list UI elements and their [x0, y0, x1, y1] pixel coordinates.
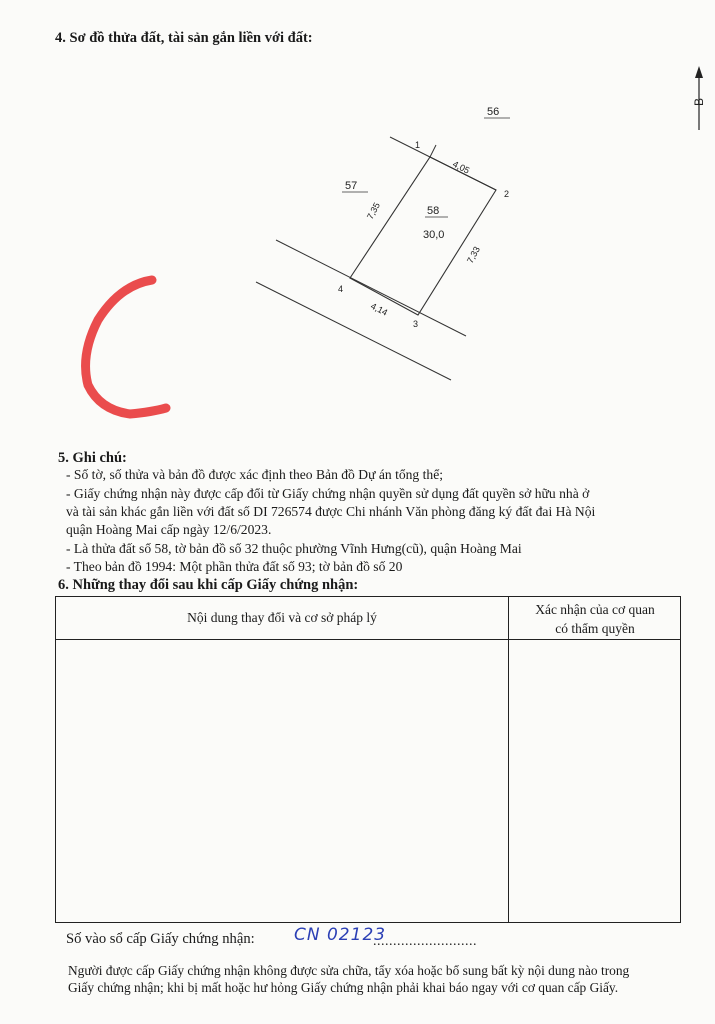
boundary-line-west-ext — [430, 145, 436, 157]
table-header-confirm-line1: Xác nhận của cơ quan — [535, 602, 655, 617]
note-line: và tài sản khác gắn liền với đất số DI 726574 được Chi nhánh Văn phòng đăng ký đất đai Hà Nội — [66, 504, 596, 519]
red-stamp-mark — [86, 280, 166, 414]
footer-warning-line: Người được cấp Giấy chứng nhận không được sửa chữa, tẩy xóa hoặc bổ sung bất kỳ nội dung nào trong — [68, 963, 630, 978]
parcel-number: 58 — [427, 205, 440, 217]
table-header-divider — [56, 639, 680, 640]
edge-length-top: 4,05 — [451, 158, 472, 176]
boundary-line-south-outer — [256, 282, 451, 380]
note-line: - Số tờ, số thửa và bản đồ được xác định theo Bản đồ Dự án tổng thể; — [66, 467, 444, 482]
table-column-divider — [508, 597, 509, 922]
table-header-confirm-line2: có thẩm quyền — [555, 621, 635, 636]
edge-length-bottom: 4,14 — [369, 300, 390, 318]
registration-number: CN 02123 — [294, 925, 387, 945]
note-line: - Theo bản đồ 1994: Một phần thửa đất số 93; tờ bản đồ số 20 — [66, 559, 403, 574]
section4-heading: 4. Sơ đồ thửa đất, tài sản gắn liền với đất: — [55, 30, 313, 46]
table-header-confirm — [508, 600, 682, 638]
neighbor-parcel-56: 56 — [487, 106, 500, 118]
registration-label: Số vào sổ cấp Giấy chứng nhận: — [66, 931, 255, 947]
parcel-area: 30,0 — [423, 229, 445, 241]
section6-heading: 6. Những thay đổi sau khi cấp Giấy chứng nhận: — [58, 577, 359, 593]
table-header-content: Nội dung thay đổi và cơ sở pháp lý — [187, 610, 377, 625]
edge-length-right: 7,33 — [464, 244, 482, 265]
footer-warning-line: Giấy chứng nhận; khi bị mất hoặc hư hỏng Giấy chứng nhận phải khai báo ngay với cơ quan cấp Giấy. — [68, 980, 619, 995]
north-symbol: B — [692, 97, 706, 107]
note-line: quận Hoàng Mai cấp ngày 12/6/2023. — [66, 522, 272, 537]
note-line: - Là thửa đất số 58, tờ bản đồ số 32 thuộc phường Vĩnh Hưng(cũ), quận Hoàng Mai — [66, 541, 522, 556]
note-line: - Giấy chứng nhận này được cấp đổi từ Giấy chứng nhận quyền sử dụng đất quyền sở hữu nhà ở — [66, 486, 590, 501]
boundary-line-south-inner — [276, 240, 466, 336]
section5-heading: 5. Ghi chú: — [58, 450, 127, 466]
vertex-2: 2 — [504, 189, 510, 199]
vertex-4: 4 — [338, 284, 344, 294]
changes-table — [55, 596, 681, 923]
neighbor-parcel-57: 57 — [345, 180, 358, 192]
north-arrow-icon — [692, 66, 706, 130]
edge-length-left: 7,35 — [364, 200, 382, 221]
vertex-1: 1 — [415, 140, 421, 150]
vertex-3: 3 — [413, 319, 419, 329]
registration-dots: .......................... — [373, 934, 477, 949]
